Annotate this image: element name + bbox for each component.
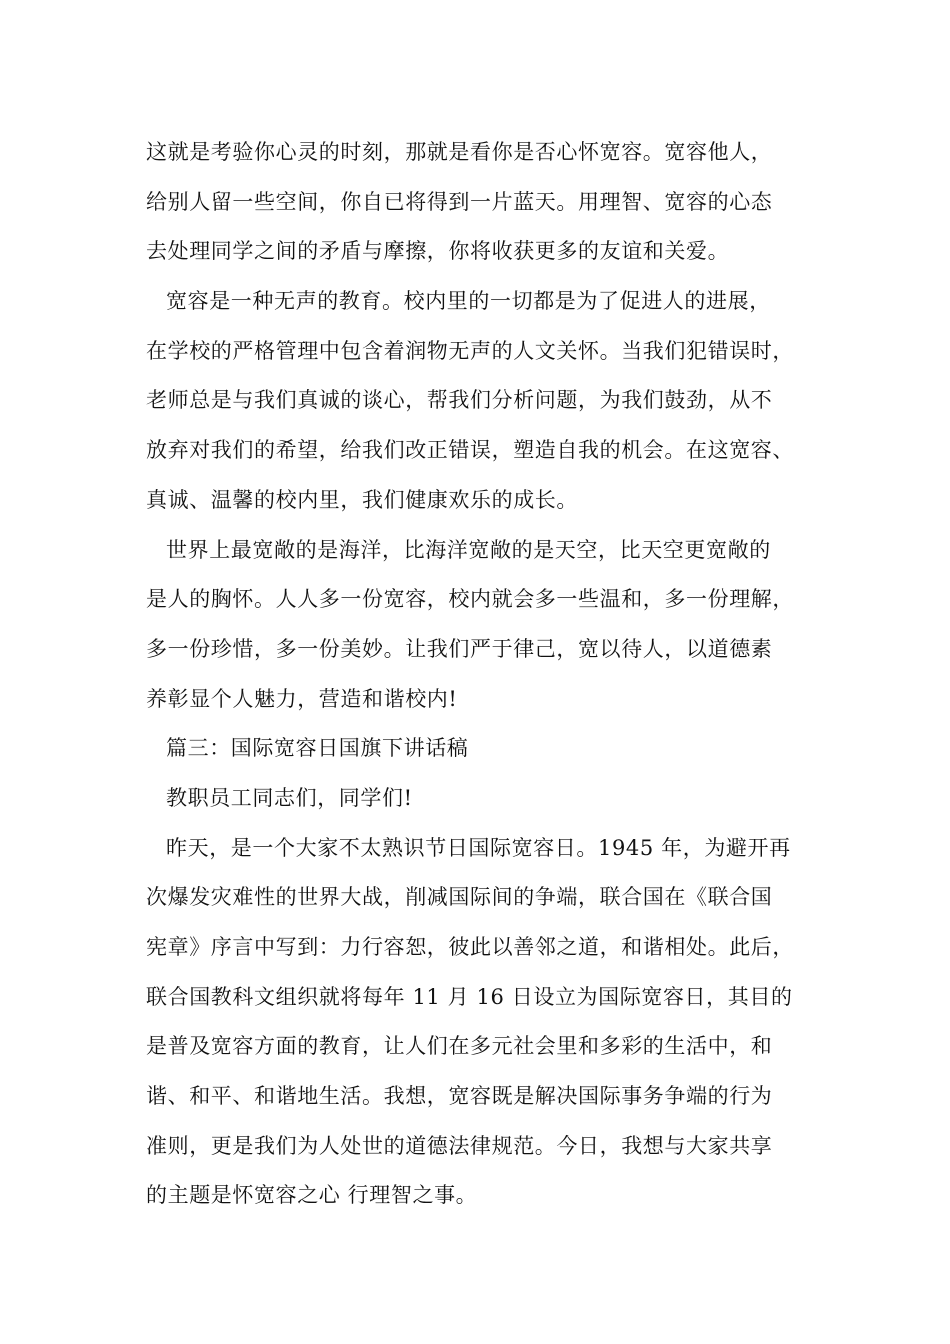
- text-line: 给别人留一些空间，你自已将得到一片蓝天。用理智、宽容的心态: [146, 189, 773, 214]
- salutation: 教职员工同志们，同学们!: [166, 785, 413, 810]
- paragraph-start-line: 宽容是一种无声的教育。校内里的一切都是为了促进人的进展，: [166, 289, 771, 314]
- text-line: 放弃对我们的希望，给我们改正错误，塑造自我的机会。在这宽容、: [146, 438, 794, 463]
- text-line: 去处理同学之间的矛盾与摩擦，你将收获更多的友谊和关爱。: [146, 239, 730, 264]
- text-line: 准则，更是我们为人处世的道德法律规范。今日，我想与大家共享: [146, 1133, 773, 1158]
- body-text: [146, 130, 826, 1223]
- text-line: 真诚、温馨的校内里，我们健康欢乐的成长。: [146, 487, 578, 512]
- paragraph-start-line: 昨天，是一个大家不太熟识节日国际宽容日。1945 年，为避开再: [166, 835, 791, 860]
- text-line: 次爆发灾难性的世界大战，削减国际间的争端，联合国在《联合国: [146, 885, 773, 910]
- text-line: 宪章》序言中写到：力行容恕，彼此以善邻之道，和谐相处。此后，: [146, 935, 794, 959]
- text-line: 是普及宽容方面的教育，让人们在多元社会里和多彩的生活中，和: [146, 1034, 773, 1059]
- paragraph-start-line: 世界上最宽敞的是海洋，比海洋宽敞的是天空，比天空更宽敞的: [166, 537, 771, 562]
- section-heading: 篇三：国际宽容日国旗下讲话稿: [166, 736, 469, 761]
- text-line: 老师总是与我们真诚的谈心，帮我们分析问题，为我们鼓劲，从不: [146, 388, 773, 413]
- text-line: 的主题是怀宽容之心 行理智之事。: [146, 1183, 478, 1208]
- text-line: 谐、和平、和谐地生活。我想，宽容既是解决国际事务争端的行为: [146, 1084, 773, 1109]
- text-line: 联合国教科文组织就将每年 11 月 16 日设立为国际宽容日，其目的: [146, 984, 793, 1009]
- text-line: 多一份珍惜，多一份美妙。让我们严于律己，宽以待人，以道德素: [146, 636, 773, 661]
- text-line: 在学校的严格管理中包含着润物无声的人文关怀。当我们犯错误时，: [146, 338, 794, 363]
- text-line: 这就是考验你心灵的时刻，那就是看你是否心怀宽容。宽容他人，: [146, 140, 773, 164]
- text-line: 是人的胸怀。人人多一份宽容，校内就会多一些温和，多一份理解，: [146, 587, 794, 612]
- text-line: 养彰显个人魅力，营造和谐校内!: [146, 686, 458, 711]
